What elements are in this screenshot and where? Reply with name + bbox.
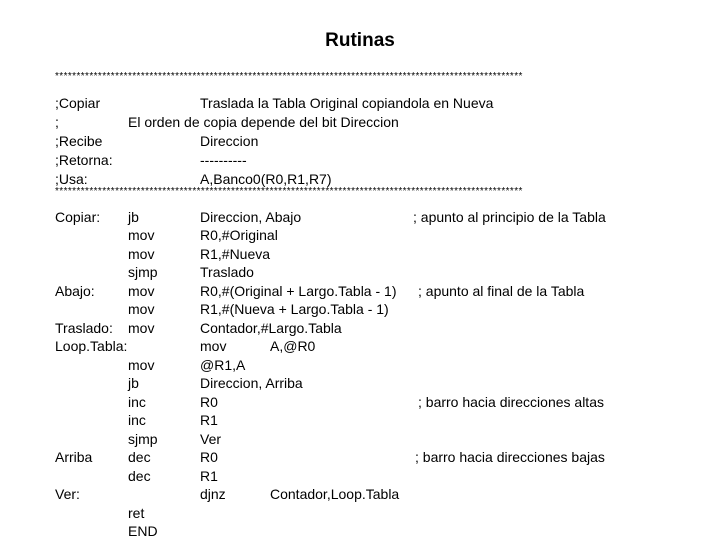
header-key: ;Usa:	[55, 171, 88, 187]
code-op: jb	[128, 209, 139, 225]
code-arg: R1,#(Nueva + Largo.Tabla - 1)	[200, 301, 389, 317]
code-label: Abajo:	[55, 283, 95, 299]
code-op: mov	[128, 283, 155, 299]
code-arg: R0,#(Original + Largo.Tabla - 1)	[200, 283, 397, 299]
code-arg: Ver	[200, 431, 222, 447]
code-op: inc	[128, 412, 146, 428]
header-value: El orden de copia depende del bit Direccion	[128, 114, 399, 130]
code-arg: R1	[200, 412, 218, 428]
code-op: jb	[128, 375, 139, 391]
code-arg: Direccion, Abajo	[200, 209, 302, 225]
code-op: ret	[128, 505, 145, 521]
code-op: sjmp	[128, 431, 158, 447]
separator-top: *************************************************************************************************************	[55, 71, 523, 82]
code-arg: mov	[200, 338, 227, 354]
code-arg: djnz	[200, 486, 226, 502]
header-value: Traslada la Tabla Original copiandola en Nueva	[200, 95, 494, 111]
code-op: dec	[128, 468, 151, 484]
code-arg: A,@R0	[270, 338, 316, 354]
code-arg: Contador,#Largo.Tabla	[200, 320, 342, 336]
header-key: ;Recibe	[55, 133, 103, 149]
code-label: Ver:	[55, 486, 80, 502]
code-arg: Contador,Loop.Tabla	[270, 486, 400, 502]
code-comment: ; apunto al final de la Tabla	[418, 283, 585, 299]
code-arg: R0	[200, 394, 218, 410]
separator-bottom: *************************************************************************************************************	[55, 186, 523, 197]
code-op: mov	[128, 227, 155, 243]
code-label: Traslado:	[55, 320, 113, 336]
code-comment: ; barro hacia direcciones bajas	[415, 449, 605, 465]
code-op: mov	[128, 320, 155, 336]
code-op: inc	[128, 394, 146, 410]
header-value: A,Banco0(R0,R1,R7)	[200, 171, 332, 187]
header-value: Direccion	[200, 133, 259, 149]
code-op: END	[128, 523, 158, 539]
code-arg: Direccion, Arriba	[200, 375, 303, 391]
code-op: sjmp	[128, 264, 158, 280]
header-key: ;	[55, 114, 59, 130]
code-comment: ; barro hacia direcciones altas	[418, 394, 604, 410]
code-arg: Traslado	[200, 264, 254, 280]
page-title: Rutinas	[325, 30, 395, 51]
code-arg: R0,#Original	[200, 227, 278, 243]
code-comment: ; apunto al principio de la Tabla	[413, 209, 606, 225]
code-arg: @R1,A	[200, 357, 246, 373]
code-op: mov	[128, 357, 155, 373]
code-label: Arriba	[55, 449, 93, 465]
code-label: Loop.Tabla:	[55, 338, 128, 354]
code-arg: R0	[200, 449, 218, 465]
header-key: ;Copiar	[55, 95, 101, 111]
code-op: dec	[128, 449, 151, 465]
code-op: mov	[128, 246, 155, 262]
code-arg: R1,#Nueva	[200, 246, 271, 262]
code-op: mov	[128, 301, 155, 317]
header-value: ----------	[200, 152, 247, 168]
header-key: ;Retorna:	[55, 152, 113, 168]
code-label: Copiar:	[55, 209, 101, 225]
code-arg: R1	[200, 468, 218, 484]
